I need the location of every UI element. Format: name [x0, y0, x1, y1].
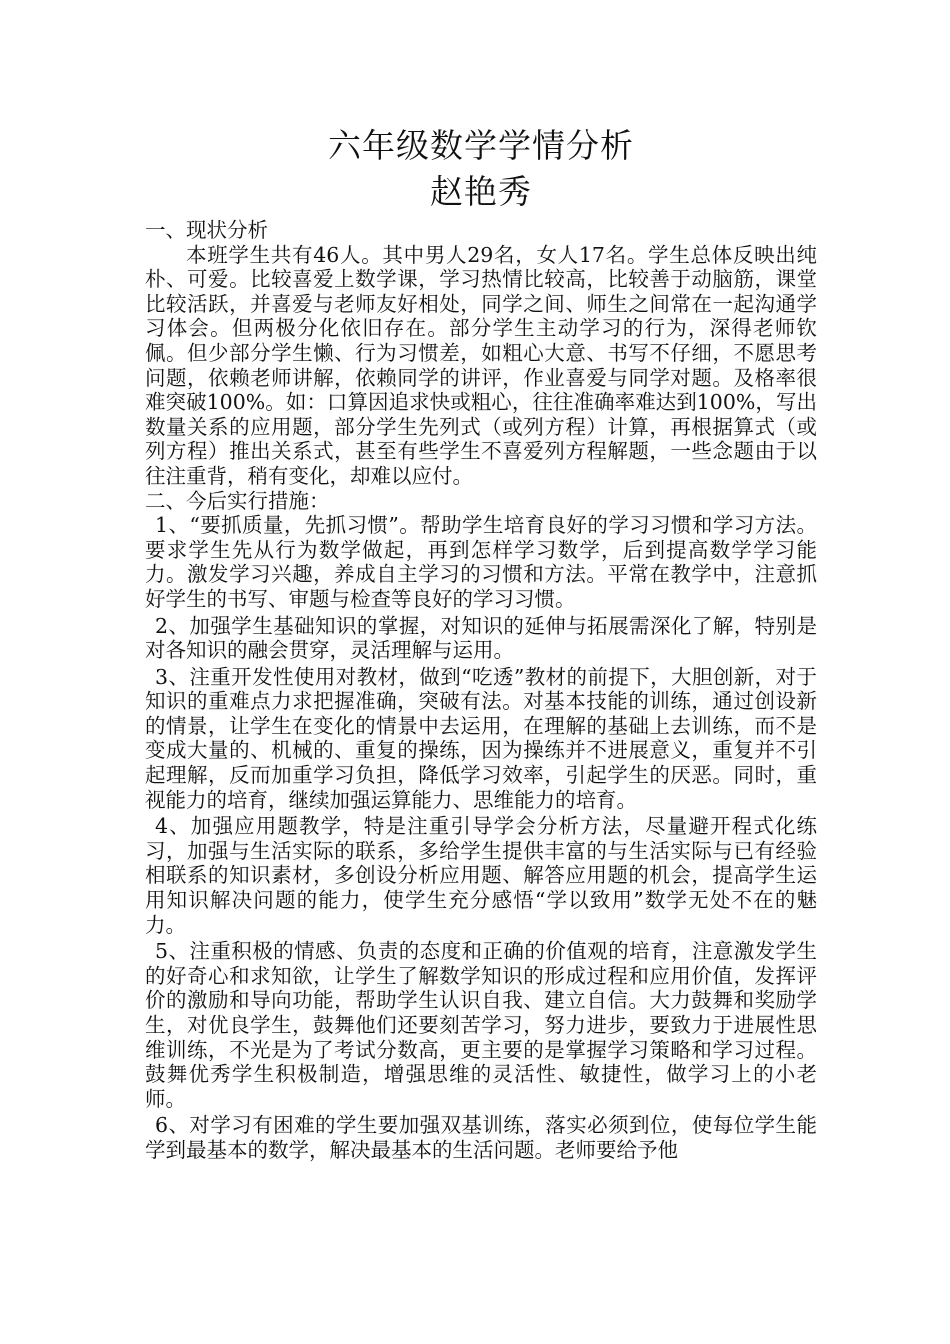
measure-item-3: 3、注重开发性使用对教材，做到“吃透”教材的前提下，大胆创新，对于知识的重难点力求把握准确，突破有法。对基本技能的训练，通过创设新的情景，让学生在变化的情景中去运用，在理解的基础上去训练，而不是变成大量的、机械的、重复的操练，因为操练并不进展意义，重复并不引起理解，反而加重学习负担，降低学习效率，引起学生的厌恶。同时，重视能力的培育，继续加强运算能力、思维能力的培育。	[145, 664, 817, 812]
measure-item-1: 1、“要抓质量，先抓习惯”。帮助学生培育良好的学习习惯和学习方法。要求学生先从行为数学做起，再到怎样学习数学，后到提高数学学习能力。激发学习兴趣，养成自主学习的习惯和方法。平常在教学中，注意抓好学生的书写、审题与检查等良好的学习习惯。	[145, 513, 817, 611]
measure-item-4: 4、加强应用题教学，特是注重引导学会分析方法，尽量避开程式化练习，加强与生活实际的联系，多给学生提供丰富的与生活实际与已有经验相联系的知识素材，多创设分析应用题、解答应用题的机会，提高学生运用知识解决问题的能力，使学生充分感悟“学以致用”数学无处不在的魅力。	[145, 814, 817, 937]
status-analysis-paragraph: 本班学生共有46人。其中男人29名，女人17名。学生总体反映出纯朴、可爱。比较喜爱上数学课，学习热情比较高，比较善于动脑筋，课堂比较活跃，并喜爱与老师友好相处，同学之间、师生之间常在一起沟通学习体会。但两极分化依旧存在。部分学生主动学习的行为，深得老师钦佩。但少部分学生懒、行为习惯差，如粗心大意、书写不仔细，不愿思考问题，依赖老师讲解，依赖同学的讲评，作业喜爱与同学对题。及格率很难突破100%。如：口算因追求快或粗心，往往准确率难达到100%，写出数量关系的应用题，部分学生先列式（或列方程）计算，再根据算式（或列方程）推出关系式，甚至有些学生不喜爱列方程解题，一些念题由于以往注重背，稍有变化，却难以应付。	[145, 242, 817, 488]
document-title: 六年级数学学情分析	[328, 126, 634, 165]
measure-item-6: 6、对学习有困难的学生要加强双基训练，落实必须到位，使每位学生能学到最基本的数学，解决最基本的生活问题。老师要给予他	[145, 1113, 817, 1162]
measure-item-2: 2、加强学生基础知识的掌握，对知识的延伸与拓展需深化了解，特别是对各知识的融会贯穿，灵活理解与运用。	[145, 613, 817, 663]
document-author: 赵艳秀	[430, 172, 532, 211]
document-page	[145, 124, 817, 1163]
section-heading-status: 一、现状分析	[145, 218, 268, 242]
measure-item-5: 5、注重积极的情感、负责的态度和正确的价值观的培育，注意激发学生的好奇心和求知欲，让学生了解数学知识的形成过程和应用价值，发挥评价的激励和导向功能，帮助学生认识自我、建立自信。大力鼓舞和奖励学生，对优良学生，鼓舞他们还要刻苦学习，努力进步，要致力于进展性思维训练，不光是为了考试分数高，更主要的是掌握学习策略和学习过程。鼓舞优秀学生积极制造，增强思维的灵活性、敏捷性，做学习上的小老师。	[145, 939, 817, 1111]
section-heading-measures: 二、今后实行措施：	[145, 488, 330, 513]
